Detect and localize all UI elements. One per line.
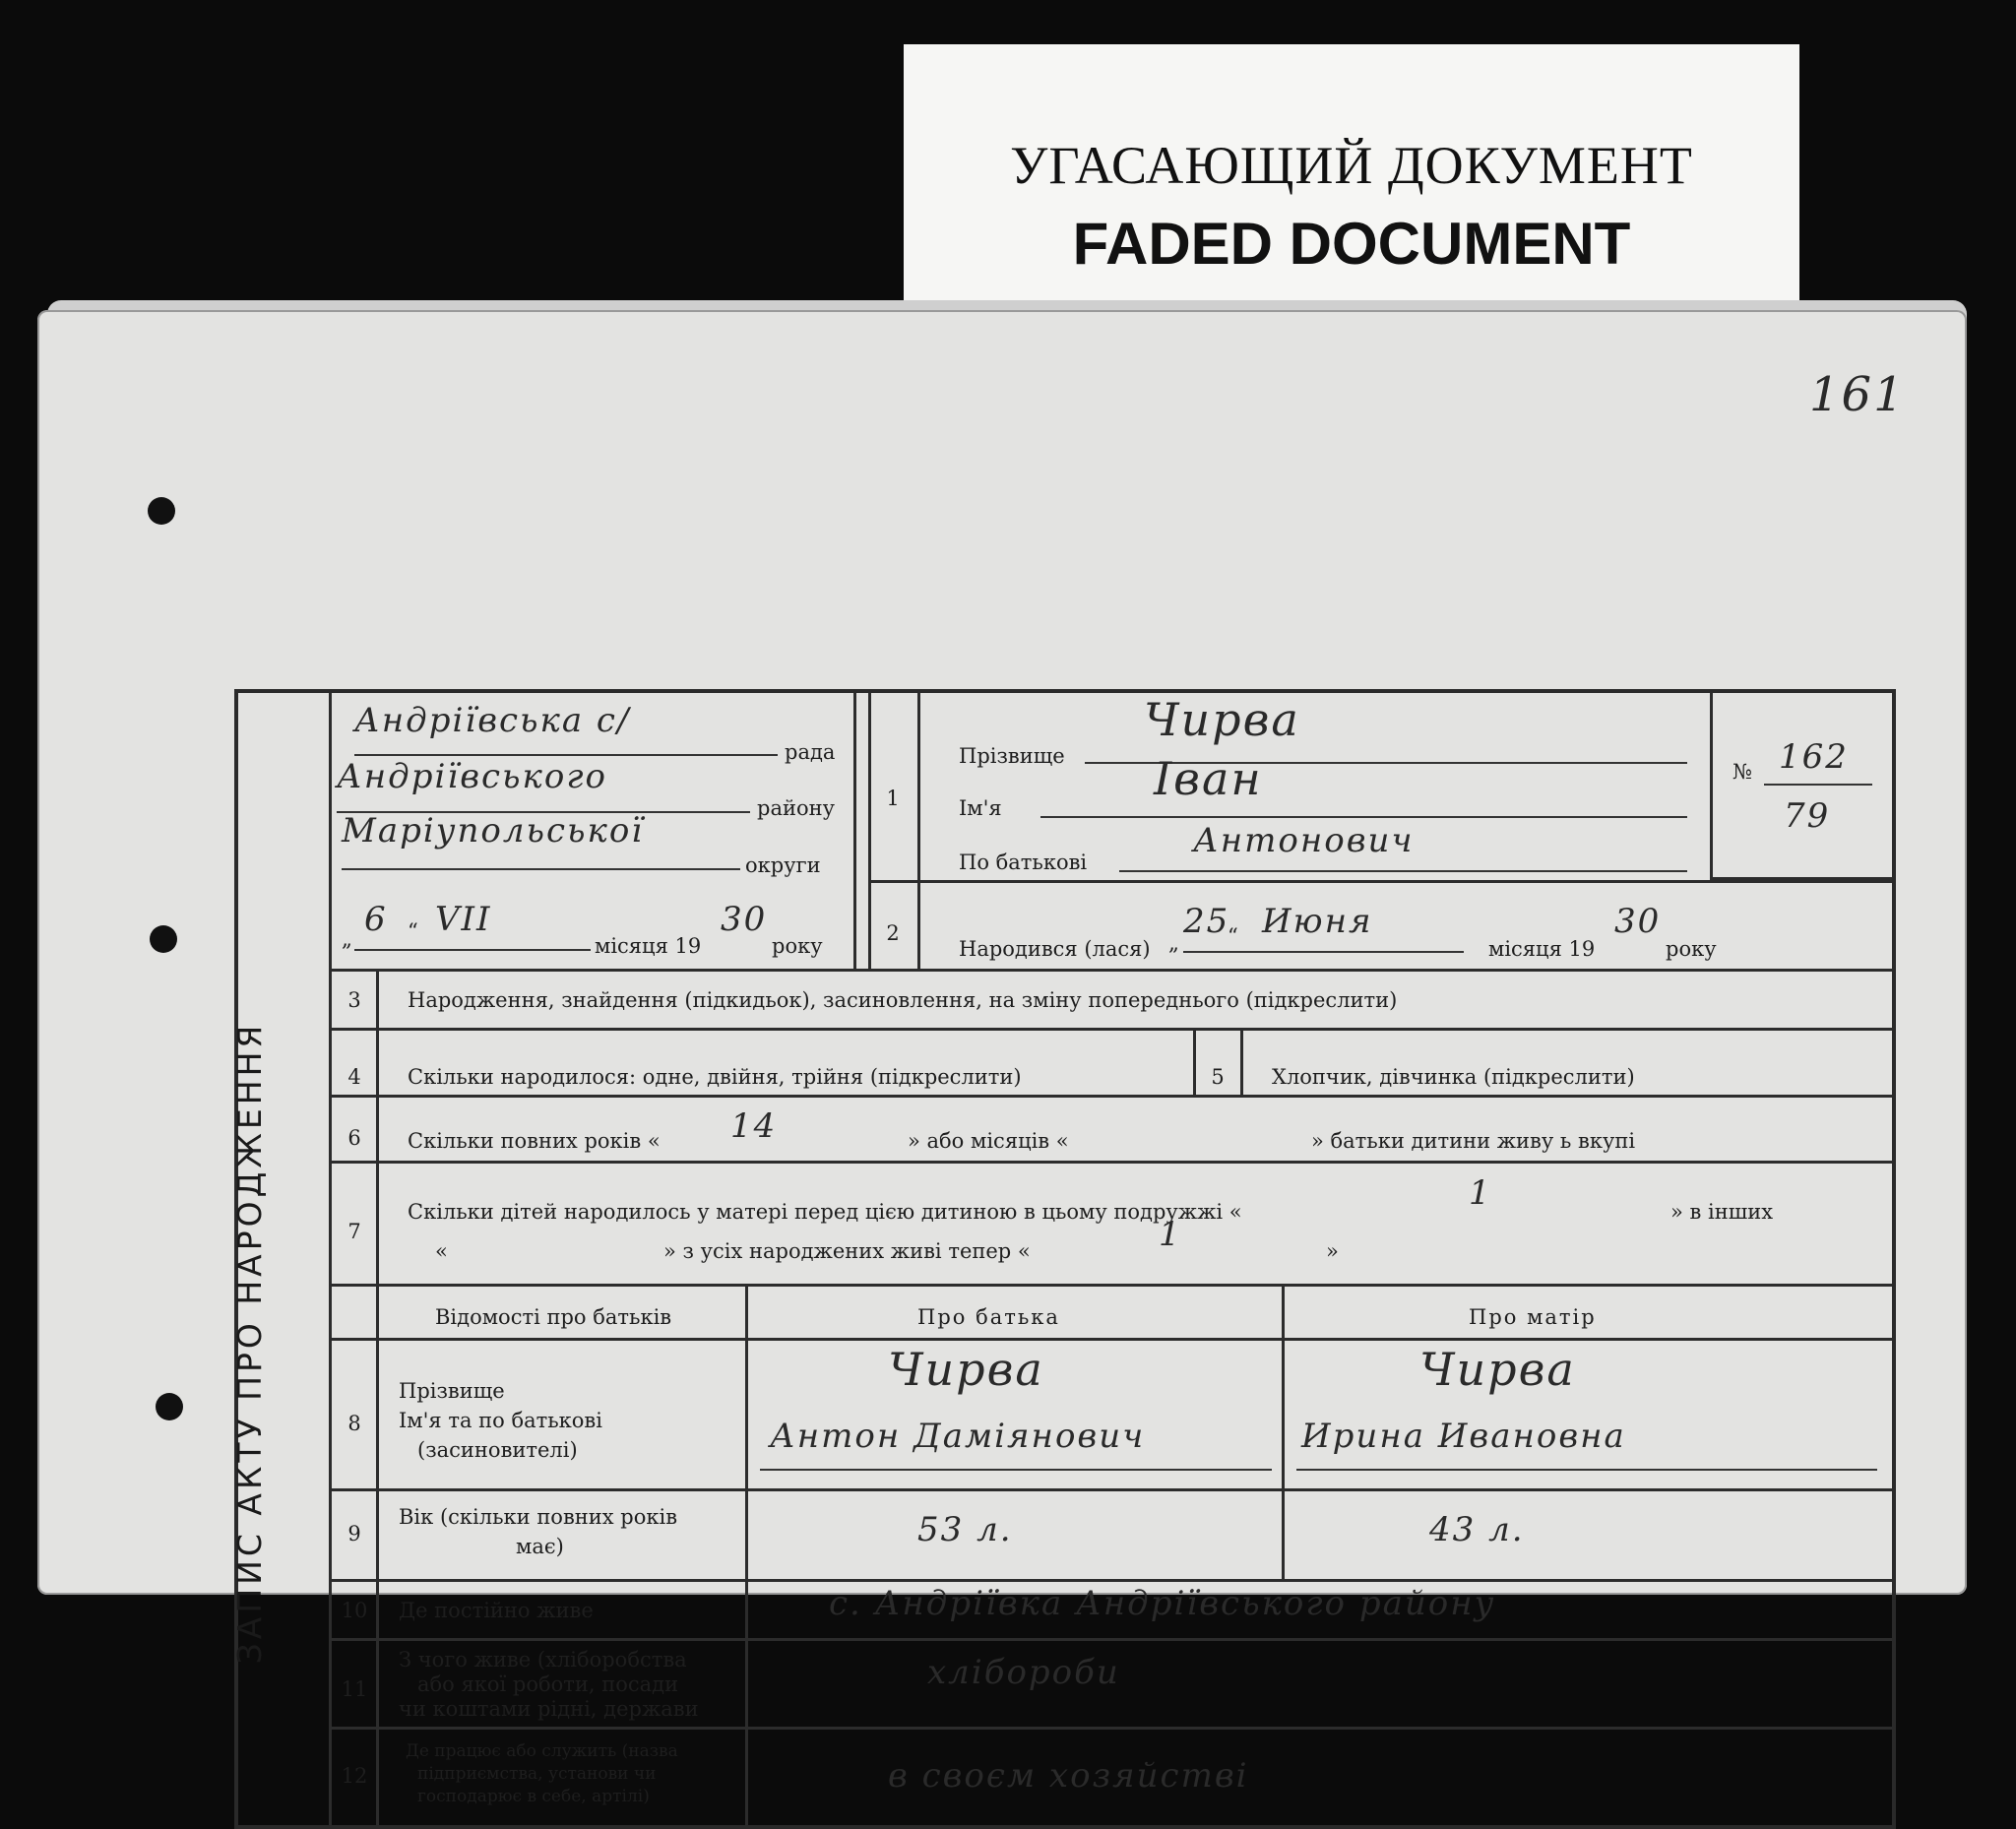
hw-name: Іван	[1154, 752, 1263, 805]
row12-l3: господарює в себе, артілі)	[417, 1787, 650, 1806]
hw-father-name: Антон Даміянович	[770, 1417, 1146, 1456]
hw-children-this-marriage: 1	[1469, 1173, 1492, 1213]
row-number: 7	[347, 1220, 361, 1243]
row8-l1: Прізвище	[399, 1379, 505, 1403]
row-number: 9	[347, 1522, 361, 1545]
row6-years-label: Скільки повних років «	[408, 1129, 661, 1153]
row-number: 6	[347, 1126, 361, 1150]
row10-label: Де постійно живе	[399, 1599, 594, 1622]
row7-line2a: «	[435, 1239, 448, 1263]
birth-month-label: місяця 19	[1488, 937, 1596, 961]
parents-col-info: Відомості про батьків	[435, 1305, 672, 1329]
row-number: 3	[347, 988, 361, 1012]
hw-mother-age: 43 л.	[1429, 1510, 1525, 1549]
row7-line1b: » в інших	[1670, 1200, 1774, 1224]
row9-l2: має)	[516, 1535, 564, 1558]
row8-l2: Ім'я та по батькові	[399, 1409, 602, 1432]
hw-birth-day: 25	[1183, 902, 1230, 941]
hw-mother-surname: Чирва	[1419, 1343, 1576, 1396]
surname-label: Прізвище	[959, 744, 1065, 768]
hw-month: VII	[435, 900, 492, 939]
parents-col-father: Про батька	[917, 1305, 1060, 1329]
hw-surname: Чирва	[1144, 693, 1300, 746]
hw-year: 30	[721, 900, 768, 939]
birth-year-label: року	[1666, 937, 1717, 961]
row8-l3: (засиновителі)	[417, 1438, 578, 1462]
hw-day: 6	[364, 900, 388, 939]
record-page	[37, 310, 1967, 1806]
row6-months-label: » або місяців «	[908, 1129, 1069, 1153]
punch-hole	[156, 1393, 183, 1420]
parents-col-mother: Про матір	[1469, 1305, 1597, 1329]
hw-birth-month: Июня	[1262, 902, 1373, 941]
row-number: 1	[886, 787, 900, 810]
row-number: 12	[341, 1764, 368, 1788]
hw-workplace: в своєм хозяйстві	[888, 1756, 1249, 1796]
row7-line1a: Скільки дітей народилось у матері перед цією дитиною в цьому подружжі «	[408, 1200, 1242, 1224]
hw-birth-year: 30	[1614, 902, 1662, 941]
quote-mid: “	[408, 919, 418, 943]
hw-record-bottom: 79	[1784, 796, 1831, 836]
birth-record-form	[230, 689, 1896, 1829]
okrugy-label: округи	[745, 853, 821, 877]
year-label: року	[772, 934, 823, 958]
rayonu-label: району	[757, 796, 835, 820]
quote-mid: “	[1228, 924, 1238, 948]
hw-okruha: Маріупольської	[342, 811, 645, 851]
row-number: 8	[347, 1412, 361, 1435]
rada-label: рада	[785, 740, 836, 764]
hw-father-age: 53 л.	[917, 1510, 1013, 1549]
hw-patronymic: Антонович	[1193, 821, 1415, 860]
date-month-label: місяця 19	[595, 934, 702, 958]
side-title: ЗАПИС АКТУ ПРО НАРОДЖЕННЯ	[230, 1021, 269, 1665]
hw-record-top: 162	[1779, 737, 1849, 777]
row7-line2c: »	[1326, 1239, 1339, 1263]
hw-children-alive: 1	[1159, 1215, 1182, 1254]
row11-l1: З чого живе (хліборобства	[399, 1648, 687, 1671]
hw-rayon: Андріївського	[337, 757, 607, 796]
row-number: 2	[886, 921, 900, 945]
hw-father-surname: Чирва	[888, 1343, 1044, 1396]
born-label: Народився (лася)	[959, 937, 1151, 961]
patronymic-label: По батькові	[959, 851, 1088, 874]
hw-rada: Андріївська с/	[354, 701, 631, 740]
row7-line2b: » з усіх народжених живі тепер «	[663, 1239, 1031, 1263]
quote-open: „	[342, 927, 352, 951]
row11-l2: або якої роботи, посади	[417, 1672, 679, 1696]
hw-mother-name: Ирина Ивановна	[1301, 1417, 1626, 1456]
row11-l3: чи коштами рідні, держави	[399, 1697, 699, 1721]
row9-l1: Вік (скільки повних років	[399, 1505, 678, 1529]
row6-tail: » батьки дитини живу ь вкупі	[1311, 1129, 1636, 1153]
row3-text: Народження, знайдення (підкидьок), засиновлення, на зміну попереднього (підкреслити)	[408, 988, 1398, 1012]
record-number-label: №	[1732, 760, 1752, 784]
row-number: 4	[347, 1065, 361, 1089]
quote-open: „	[1168, 931, 1179, 955]
punch-hole	[150, 925, 177, 953]
row5-text: Хлопчик, дівчинка (підкреслити)	[1272, 1065, 1635, 1089]
row4-text: Скільки народилося: одне, двійня, трійня (підкреслити)	[408, 1065, 1022, 1089]
label-english: FADED DOCUMENT	[1072, 211, 1631, 277]
row12-l2: підприємства, установи чи	[417, 1764, 657, 1784]
hw-years-together: 14	[730, 1106, 778, 1146]
corner-number: 161	[1809, 367, 1906, 422]
faded-document-label	[904, 44, 1799, 310]
row-number: 10	[341, 1599, 368, 1622]
punch-hole	[148, 497, 175, 525]
row12-l1: Де працює або служить (назва	[406, 1741, 678, 1761]
hw-residence: с. Андріївка Андріївського району	[829, 1584, 1496, 1623]
hw-livelihood: хлібороби	[927, 1653, 1120, 1692]
row-number: 11	[341, 1677, 368, 1701]
row-number: 5	[1211, 1065, 1225, 1089]
label-russian: УГАСАЮЩИЙ ДОКУМЕНТ	[1010, 136, 1693, 195]
name-label: Ім'я	[959, 796, 1002, 820]
